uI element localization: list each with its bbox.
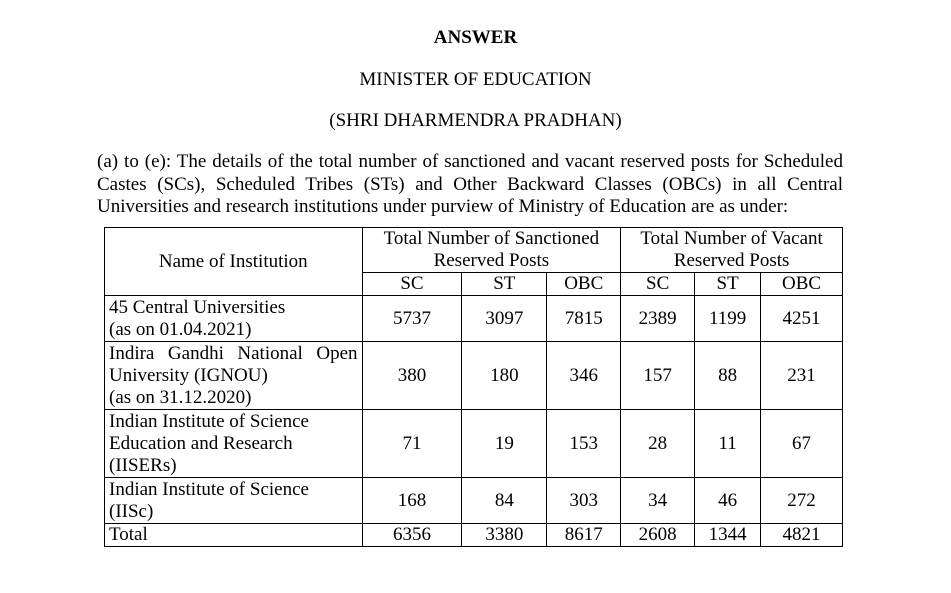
table-row bbox=[105, 478, 843, 524]
vacant-obc-header: OBC bbox=[761, 273, 843, 296]
table-cell: 346 bbox=[547, 342, 621, 410]
table-cell: 5737 bbox=[362, 296, 462, 342]
minister-heading: MINISTER OF EDUCATION bbox=[359, 69, 592, 90]
table-row bbox=[105, 410, 843, 478]
table-cell: 380 bbox=[362, 342, 462, 410]
table-cell: 153 bbox=[547, 410, 621, 478]
table-total-row bbox=[105, 524, 843, 547]
answer-heading: ANSWER bbox=[433, 27, 518, 48]
total-label: Total bbox=[105, 524, 363, 547]
institution-name bbox=[105, 478, 363, 524]
sanctioned-obc-header: OBC bbox=[547, 273, 621, 296]
table-cell: 303 bbox=[547, 478, 621, 524]
institution-column-header: Name of Institution bbox=[105, 228, 363, 296]
table-cell: 180 bbox=[462, 342, 547, 410]
table-cell: 157 bbox=[621, 342, 695, 410]
table-cell: 84 bbox=[462, 478, 547, 524]
total-cell: 6356 bbox=[362, 524, 462, 547]
vacant-group-header: Total Number of Vacant Reserved Posts bbox=[621, 228, 843, 273]
table-cell: 2389 bbox=[621, 296, 695, 342]
table-cell: 1199 bbox=[695, 296, 761, 342]
table-cell: 34 bbox=[621, 478, 695, 524]
institution-name-line: Indian Institute of Science bbox=[109, 478, 309, 500]
total-cell: 3380 bbox=[462, 524, 547, 547]
table-cell: 3097 bbox=[462, 296, 547, 342]
table-cell: 88 bbox=[695, 342, 761, 410]
institution-name-line: Indira Gandhi National Open bbox=[109, 342, 358, 364]
total-cell: 8617 bbox=[547, 524, 621, 547]
total-cell: 4821 bbox=[761, 524, 843, 547]
institution-name-line: Education and Research bbox=[109, 432, 293, 454]
table-cell: 19 bbox=[462, 410, 547, 478]
minister-name: (SHRI DHARMENDRA PRADHAN) bbox=[329, 110, 622, 131]
table-row bbox=[105, 296, 843, 342]
vacant-sc-header: SC bbox=[621, 273, 695, 296]
vacant-st-header: ST bbox=[695, 273, 761, 296]
institution-name-line: Indian Institute of Science bbox=[109, 410, 309, 432]
table-cell: 46 bbox=[695, 478, 761, 524]
total-cell: 2608 bbox=[621, 524, 695, 547]
sanctioned-group-header: Total Number of Sanctioned Reserved Posts bbox=[362, 228, 621, 273]
table-cell: 71 bbox=[362, 410, 462, 478]
intro-paragraph: (a) to (e): The details of the total number of sanctioned and vacant reserved posts for Scheduled Castes (SCs), Scheduled Tribes (STs) and Other Backward Classes (OBCs) in all Central Universities and research institutions under purview of Ministry of Education are as under: bbox=[97, 151, 843, 217]
institution-name bbox=[105, 342, 363, 410]
table-cell: 28 bbox=[621, 410, 695, 478]
institution-name-line: University (IGNOU) bbox=[109, 364, 268, 386]
reserved-posts-table bbox=[104, 227, 843, 547]
total-cell: 1344 bbox=[695, 524, 761, 547]
table-header-row bbox=[105, 228, 843, 273]
table-cell: 7815 bbox=[547, 296, 621, 342]
table-row bbox=[105, 342, 843, 410]
institution-name-line: (as on 31.12.2020) bbox=[109, 386, 252, 408]
sanctioned-sc-header: SC bbox=[362, 273, 462, 296]
institution-name-line: (IISERs) bbox=[109, 454, 177, 476]
sanctioned-st-header: ST bbox=[462, 273, 547, 296]
table-cell: 67 bbox=[761, 410, 843, 478]
table-cell: 272 bbox=[761, 478, 843, 524]
institution-name bbox=[105, 410, 363, 478]
table-cell: 168 bbox=[362, 478, 462, 524]
institution-name-line: (IISc) bbox=[109, 500, 154, 522]
institution-name-line: 45 Central Universities bbox=[109, 296, 286, 318]
institution-name-line: (as on 01.04.2021) bbox=[109, 318, 252, 340]
table-cell: 11 bbox=[695, 410, 761, 478]
table-cell: 231 bbox=[761, 342, 843, 410]
institution-name bbox=[105, 296, 363, 342]
table-cell: 4251 bbox=[761, 296, 843, 342]
